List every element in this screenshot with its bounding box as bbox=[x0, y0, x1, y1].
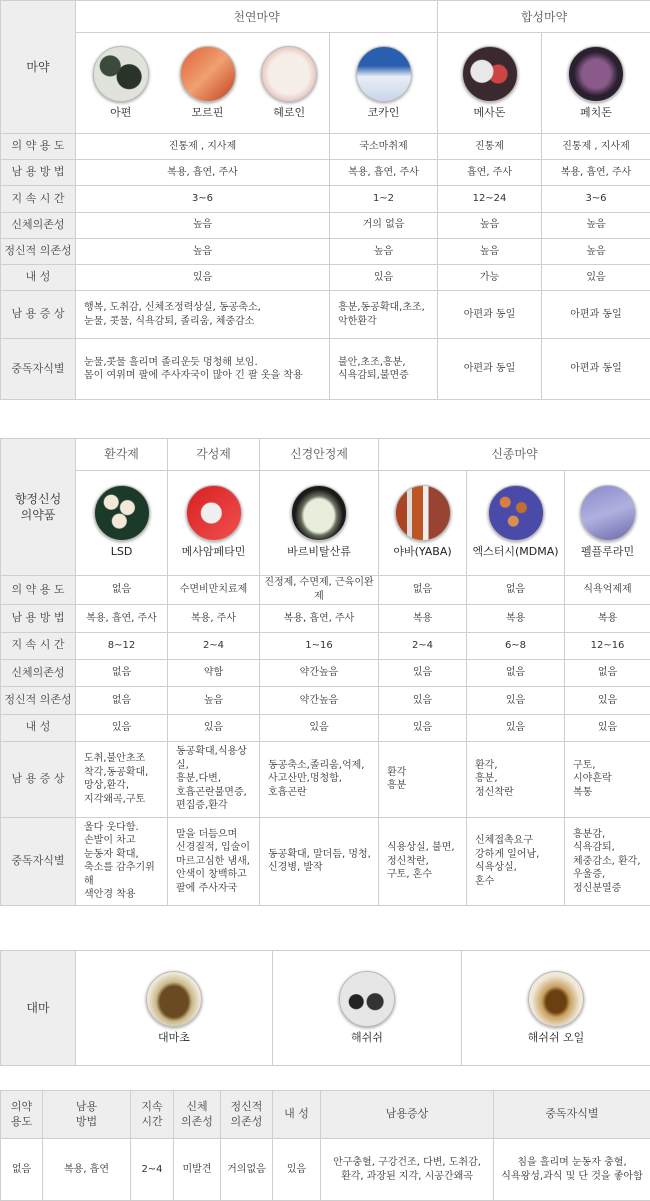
cell: 복용, 흡연, 주사 bbox=[260, 605, 379, 632]
row-label: 의 약 용 도 bbox=[1, 133, 76, 159]
row-label: 신체의존성 bbox=[1, 212, 76, 238]
table-row bbox=[1, 1139, 650, 1201]
drug-cell-hashish bbox=[273, 951, 462, 1066]
drug-cell-opium bbox=[76, 33, 166, 134]
row-label: 지 속 시 간 bbox=[1, 632, 76, 659]
category-cannabis: 대마 bbox=[1, 951, 76, 1066]
mdma-image bbox=[488, 485, 544, 541]
cell: 말을 더듬으며 신경질적, 입술이 마르고심한 냄새, 안색이 창백하고 팔에 주사자국 bbox=[168, 817, 260, 905]
cell: 없음 bbox=[379, 575, 467, 604]
cell: 동공확대, 말더듬, 멍청, 신경병, 발작 bbox=[260, 817, 379, 905]
cell: 3~6 bbox=[542, 186, 650, 212]
cell: 있음 bbox=[168, 714, 260, 741]
table-row bbox=[1, 659, 650, 686]
spacer bbox=[0, 906, 650, 950]
table-row bbox=[1, 264, 650, 290]
drug-cell-barbiturate bbox=[260, 470, 379, 575]
cell: 복용, 흡연, 주사 bbox=[76, 160, 330, 186]
lsd-image bbox=[94, 485, 150, 541]
cell: 약간높음 bbox=[260, 659, 379, 686]
cannabis-table bbox=[0, 950, 650, 1066]
cell: 가능 bbox=[438, 264, 542, 290]
drug-name: 모르핀 bbox=[169, 106, 247, 121]
cell: 있음 bbox=[379, 687, 467, 714]
cell: 식욕억제제 bbox=[565, 575, 650, 604]
cell: 2~4 bbox=[131, 1139, 174, 1201]
row-label: 중독자식별 bbox=[1, 817, 76, 905]
psychotropic-table bbox=[0, 438, 650, 906]
cell: 동공확대,식용상실, 흥분,다변, 호흡곤란불면증, 편집증,환각 bbox=[168, 741, 260, 817]
cannabis-detail-table bbox=[0, 1090, 650, 1201]
hashish-image bbox=[339, 971, 395, 1027]
cell: 복용 bbox=[467, 605, 565, 632]
cell: 진통제 bbox=[438, 133, 542, 159]
table-row bbox=[1, 238, 650, 264]
table-row bbox=[1, 632, 650, 659]
cell: 거의 없음 bbox=[330, 212, 438, 238]
cell: 있음 bbox=[330, 264, 438, 290]
cell: 진정제, 수면제, 근육이완제 bbox=[260, 575, 379, 604]
cell: 없음 bbox=[467, 575, 565, 604]
drug-name: 메사돈 bbox=[441, 106, 538, 121]
drug-cell-mdma bbox=[467, 470, 565, 575]
drug-name: 바르비탈산류 bbox=[263, 545, 375, 560]
cell: 수면비만치료제 bbox=[168, 575, 260, 604]
row-label: 내 성 bbox=[1, 264, 76, 290]
drug-cell-methadone bbox=[438, 33, 542, 134]
cell: 2~4 bbox=[379, 632, 467, 659]
cell: 없음 bbox=[76, 659, 168, 686]
drug-name: 헤로인 bbox=[253, 106, 327, 121]
row-label: 내 성 bbox=[1, 714, 76, 741]
drug-cell-yaba bbox=[379, 470, 467, 575]
group-sedative: 신경안정제 bbox=[260, 439, 379, 471]
cell: 복용, 흡연, 주사 bbox=[330, 160, 438, 186]
cell: 미발견 bbox=[174, 1139, 221, 1201]
cell: 높음 bbox=[542, 238, 650, 264]
cell: 12~16 bbox=[565, 632, 650, 659]
row-label: 정신적 의존성 bbox=[1, 687, 76, 714]
cell: 식용상실, 불면, 정신착란, 구토, 혼수 bbox=[379, 817, 467, 905]
drug-name: 메사암페타민 bbox=[171, 545, 256, 560]
cell: 높음 bbox=[438, 212, 542, 238]
group-new-drugs: 신종마약 bbox=[379, 439, 650, 471]
cell: 높음 bbox=[168, 687, 260, 714]
cell: 약간높음 bbox=[260, 687, 379, 714]
drug-name: 대마초 bbox=[79, 1031, 269, 1046]
row-label: 신체의존성 bbox=[1, 659, 76, 686]
table-row bbox=[1, 160, 650, 186]
cell: 없음 bbox=[76, 575, 168, 604]
group-hallucinogen: 환각제 bbox=[76, 439, 168, 471]
cell: 환각 흥분 bbox=[379, 741, 467, 817]
cell: 높음 bbox=[542, 212, 650, 238]
cell: 신체접촉요구 강하게 일어남, 식욕상실, 혼수 bbox=[467, 817, 565, 905]
drug-name: LSD bbox=[79, 545, 164, 560]
barbiturate-image bbox=[291, 485, 347, 541]
cell: 복용, 흡연, 주사 bbox=[76, 605, 168, 632]
cell: 구토, 시야흔락 복통 bbox=[565, 741, 650, 817]
drug-cell-lsd bbox=[76, 470, 168, 575]
cell: 진통제 , 지사제 bbox=[76, 133, 330, 159]
row-label: 정신적 의존성 bbox=[1, 238, 76, 264]
cell: 있음 bbox=[467, 687, 565, 714]
cell: 있음 bbox=[379, 714, 467, 741]
drug-cell-marijuana bbox=[76, 951, 273, 1066]
drug-name: 엑스터시(MDMA) bbox=[470, 545, 561, 560]
cell: 있음 bbox=[565, 687, 650, 714]
drug-cell-methamphetamine bbox=[168, 470, 260, 575]
drug-cell-pethidine bbox=[542, 33, 650, 134]
group-synthetic-narcotics: 합성마약 bbox=[438, 1, 650, 33]
cell: 복용, 주사 bbox=[168, 605, 260, 632]
cell: 안구충혈, 구강건조, 다변, 도취감, 환각, 과장된 지각, 시공간왜곡 bbox=[321, 1139, 494, 1201]
row-label: 지 속 시 간 bbox=[1, 186, 76, 212]
cell: 있음 bbox=[76, 264, 330, 290]
drug-name: 해쉬쉬 오일 bbox=[465, 1031, 647, 1046]
cell: 아편과 동일 bbox=[438, 291, 542, 339]
group-natural-narcotics: 천연마약 bbox=[76, 1, 438, 33]
table-row bbox=[1, 605, 650, 632]
table-row bbox=[1, 714, 650, 741]
cell: 침을 흘리며 눈동자 충혈, 식욕왕성,과식 및 단 것을 좋아함 bbox=[494, 1139, 650, 1201]
cell: 국소마취제 bbox=[330, 133, 438, 159]
cell: 있음 bbox=[542, 264, 650, 290]
cell: 높음 bbox=[76, 238, 330, 264]
cell: 동공축소,졸리움,억제, 사고산만,멍청함, 호흡곤란 bbox=[260, 741, 379, 817]
table-row bbox=[1, 575, 650, 604]
cell: 눈물,콧물 흘리며 졸리운듯 멍청해 보임. 몸이 여위며 팔에 주사자국이 많아 긴 팔 옷을 착용 bbox=[76, 339, 330, 400]
drug-name: 해쉬쉬 bbox=[276, 1031, 458, 1046]
pethidine-image bbox=[568, 46, 624, 102]
cocaine-image bbox=[356, 46, 412, 102]
cell: 높음 bbox=[330, 238, 438, 264]
column-header: 신체 의존성 bbox=[174, 1091, 221, 1139]
hashish-oil-image bbox=[528, 971, 584, 1027]
drug-cell-heroin bbox=[250, 33, 330, 134]
cell: 1~2 bbox=[330, 186, 438, 212]
cell: 3~6 bbox=[76, 186, 330, 212]
cell: 흥분,동공확대,초조, 악한환각 bbox=[330, 291, 438, 339]
yaba-image bbox=[395, 485, 451, 541]
drug-cell-morphine bbox=[166, 33, 250, 134]
spacer bbox=[0, 400, 650, 438]
column-header: 남용 방법 bbox=[43, 1091, 131, 1139]
table-row bbox=[1, 212, 650, 238]
column-header: 정신적 의존성 bbox=[221, 1091, 273, 1139]
methadone-image bbox=[462, 46, 518, 102]
cell: 있음 bbox=[565, 714, 650, 741]
cell: 없음 bbox=[467, 659, 565, 686]
drug-name: 야바(YABA) bbox=[382, 545, 463, 560]
cell: 8~12 bbox=[76, 632, 168, 659]
row-label: 남 용 방 법 bbox=[1, 160, 76, 186]
cell: 불안,초조,흥분, 식욕감퇴,불면증 bbox=[330, 339, 438, 400]
cell: 있음 bbox=[260, 714, 379, 741]
cell: 아편과 동일 bbox=[542, 291, 650, 339]
table-row bbox=[1, 817, 650, 905]
cell: 높음 bbox=[438, 238, 542, 264]
drug-cell-cocaine bbox=[330, 33, 438, 134]
cell: 복용 bbox=[565, 605, 650, 632]
cell: 거의없음 bbox=[221, 1139, 273, 1201]
cell: 약함 bbox=[168, 659, 260, 686]
drug-name: 펠플루라민 bbox=[568, 545, 647, 560]
cell: 도취,불안초조 착각,동공확대, 망상,환각, 지각왜곡,구토 bbox=[76, 741, 168, 817]
cell: 아편과 동일 bbox=[438, 339, 542, 400]
narcotics-table bbox=[0, 0, 650, 400]
morphine-image bbox=[180, 46, 236, 102]
marijuana-image bbox=[146, 971, 202, 1027]
column-header: 의약 용도 bbox=[1, 1091, 43, 1139]
cell: 복용, 흡연, 주사 bbox=[542, 160, 650, 186]
cell: 없음 bbox=[76, 687, 168, 714]
opium-image bbox=[93, 46, 149, 102]
cell: 행복, 도취감, 신체조정력상실, 동공축소, 눈물, 콧물, 식욕감퇴, 졸리움, 체중감소 bbox=[76, 291, 330, 339]
cell: 환각, 흥분, 정신착란 bbox=[467, 741, 565, 817]
row-label: 남 용 방 법 bbox=[1, 605, 76, 632]
cell: 아편과 동일 bbox=[542, 339, 650, 400]
category-psychotropic: 향정신성 의약품 bbox=[1, 439, 76, 576]
cell: 6~8 bbox=[467, 632, 565, 659]
methamphetamine-image bbox=[186, 485, 242, 541]
fenfluramine-image bbox=[580, 485, 636, 541]
table-row bbox=[1, 741, 650, 817]
row-label: 의 약 용 도 bbox=[1, 575, 76, 604]
drug-cell-hashish-oil bbox=[462, 951, 650, 1066]
cell: 있음 bbox=[273, 1139, 321, 1201]
column-header: 중독자식별 bbox=[494, 1091, 650, 1139]
cell: 울다 웃다함. 손발이 차고 눈동자 확대, 축소를 감추기위해 색안경 착용 bbox=[76, 817, 168, 905]
cell: 복용, 흡연 bbox=[43, 1139, 131, 1201]
row-label: 중독자식별 bbox=[1, 339, 76, 400]
table-row bbox=[1, 133, 650, 159]
group-stimulant: 각성제 bbox=[168, 439, 260, 471]
table-row bbox=[1, 291, 650, 339]
cell: 있음 bbox=[379, 659, 467, 686]
cell: 흥분감, 식욕감퇴, 체중감소, 환각, 우울증, 정신분열증 bbox=[565, 817, 650, 905]
column-header: 남용증상 bbox=[321, 1091, 494, 1139]
table-row bbox=[1, 687, 650, 714]
drug-cell-fenfluramine bbox=[565, 470, 650, 575]
cell: 진통제 , 지사제 bbox=[542, 133, 650, 159]
cell: 12~24 bbox=[438, 186, 542, 212]
heroin-image bbox=[261, 46, 317, 102]
cell: 복용 bbox=[379, 605, 467, 632]
spacer bbox=[0, 1066, 650, 1090]
category-narcotics: 마약 bbox=[1, 1, 76, 134]
drug-name: 아편 bbox=[79, 106, 163, 121]
table-row bbox=[1, 339, 650, 400]
cell: 흡연, 주사 bbox=[438, 160, 542, 186]
cell: 없음 bbox=[1, 1139, 43, 1201]
column-header: 내 성 bbox=[273, 1091, 321, 1139]
row-label: 남 용 증 상 bbox=[1, 741, 76, 817]
column-header: 지속 시간 bbox=[131, 1091, 174, 1139]
drug-name: 페치돈 bbox=[545, 106, 647, 121]
drug-name: 코카인 bbox=[333, 106, 434, 121]
row-label: 남 용 증 상 bbox=[1, 291, 76, 339]
cell: 있음 bbox=[467, 714, 565, 741]
table-row bbox=[1, 186, 650, 212]
cell: 2~4 bbox=[168, 632, 260, 659]
cell: 없음 bbox=[565, 659, 650, 686]
cell: 1~16 bbox=[260, 632, 379, 659]
cell: 있음 bbox=[76, 714, 168, 741]
cell: 높음 bbox=[76, 212, 330, 238]
